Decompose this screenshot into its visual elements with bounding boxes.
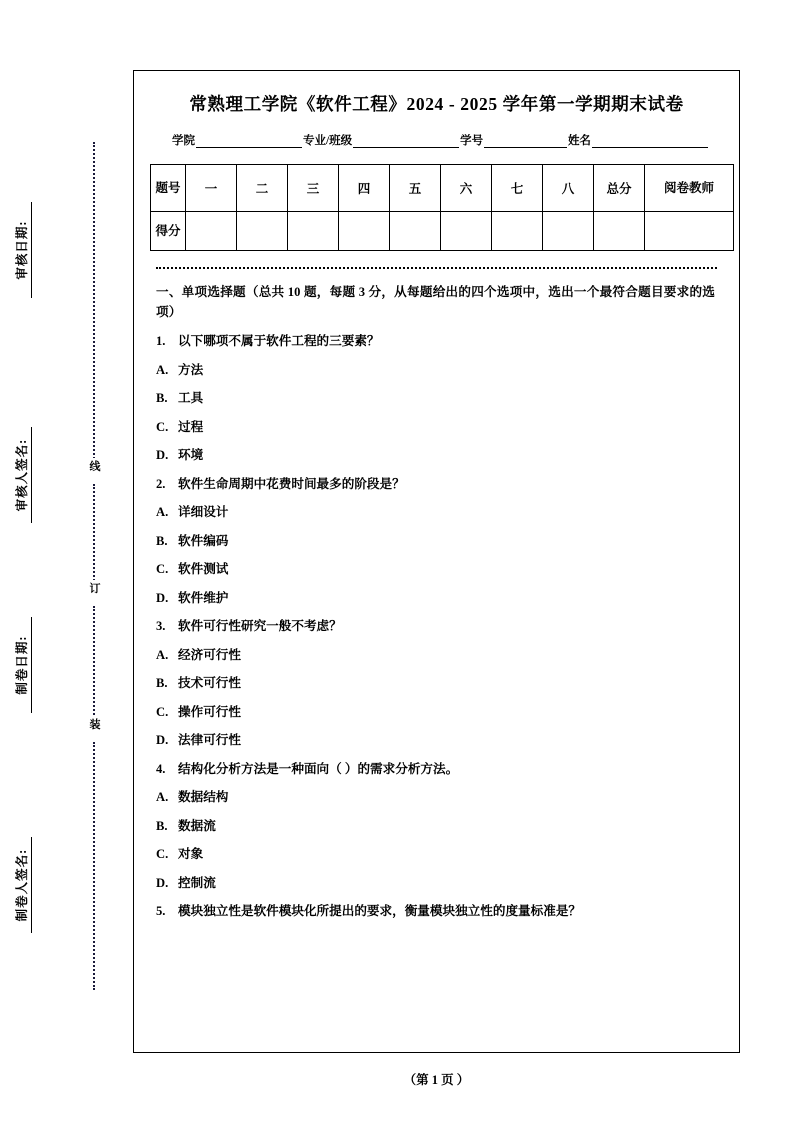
score-cell-6[interactable] [441, 212, 492, 251]
question-3-option-a-letter: A. [156, 647, 169, 662]
student-id-input[interactable] [484, 134, 567, 148]
question-4-stem: 结构化分析方法是一种面向（ ）的需求分析方法。 [178, 761, 459, 776]
table-row-scores [151, 212, 734, 251]
question-3 [156, 617, 715, 637]
student-info-line [150, 132, 723, 148]
score-table-col-2: 二 [237, 165, 288, 212]
score-table-col-6: 六 [441, 165, 492, 212]
score-table-row-header-score: 得分 [151, 212, 186, 251]
score-table-col-8: 八 [543, 165, 594, 212]
question-4-option-c-text: 对象 [178, 847, 204, 862]
score-table-col-5: 五 [390, 165, 441, 212]
question-1-stem: 以下哪项不属于软件工程的三要素？ [178, 334, 380, 349]
question-3-number: 3. [156, 619, 166, 634]
binding-mark-bind: 订 [86, 580, 104, 596]
score-table-total-label: 总分 [594, 165, 645, 212]
vertical-label-reviewer-signature-text: 审核人签名: [12, 427, 32, 523]
question-2-number: 2. [156, 476, 166, 491]
question-2-option-c-letter: C. [156, 562, 169, 577]
question-5-stem: 模块独立性是软件模块化所提出的要求，衡量模块独立性的度量标准是？ [178, 904, 581, 919]
score-cell-7[interactable] [492, 212, 543, 251]
question-1-option-d-letter: D. [156, 448, 169, 463]
question-4-option-b-text: 数据流 [178, 818, 216, 833]
question-2-option-d-text: 软件维护 [178, 590, 229, 605]
question-3-option-b-letter: B. [156, 676, 168, 691]
question-4-option-b[interactable] [156, 817, 715, 837]
score-table-col-1: 一 [186, 165, 237, 212]
question-3-stem: 软件可行性研究一般不考虑？ [178, 619, 342, 634]
student-name-input[interactable] [592, 134, 708, 148]
question-1 [156, 332, 715, 352]
vertical-label-review-date-text: 审核日期: [12, 202, 32, 298]
vertical-label-paper-date-text: 制卷日期: [12, 617, 32, 713]
binding-dotted-line-bottom [93, 742, 95, 990]
question-4-option-d-letter: D. [156, 875, 169, 890]
page-footer: （第 1 页 ） [403, 1073, 470, 1087]
table-row-question-numbers [151, 165, 734, 212]
score-cell-5[interactable] [390, 212, 441, 251]
question-3-option-d[interactable] [156, 731, 715, 751]
question-5 [156, 902, 715, 922]
score-table-col-3: 三 [288, 165, 339, 212]
question-3-option-c-letter: C. [156, 704, 169, 719]
question-1-option-d-text: 环境 [178, 448, 204, 463]
question-4-number: 4. [156, 761, 166, 776]
question-4-option-a[interactable] [156, 788, 715, 808]
question-4-option-d[interactable] [156, 874, 715, 894]
college-input[interactable] [196, 134, 302, 148]
binding-dotted-line-low [93, 606, 95, 719]
question-4-option-c-letter: C. [156, 847, 169, 862]
question-3-option-b[interactable] [156, 674, 715, 694]
question-1-option-c[interactable] [156, 418, 715, 438]
binding-dotted-line-top [93, 142, 95, 462]
college-label: 学院 [172, 135, 195, 147]
question-1-option-d[interactable] [156, 446, 715, 466]
question-4-option-b-letter: B. [156, 818, 168, 833]
student-id-label: 学号 [460, 135, 484, 147]
score-table-teacher-label: 阅卷教师 [645, 165, 734, 212]
question-1-option-b-text: 工具 [178, 391, 204, 406]
question-2-option-d[interactable] [156, 589, 715, 609]
question-3-option-d-text: 法律可行性 [178, 733, 241, 748]
question-3-option-a[interactable] [156, 646, 715, 666]
question-4-option-a-text: 数据结构 [178, 790, 229, 805]
question-3-option-d-letter: D. [156, 733, 169, 748]
question-1-option-a-letter: A. [156, 362, 169, 377]
binding-mark-line: 线 [86, 458, 104, 474]
question-4 [156, 760, 715, 780]
question-4-option-d-text: 控制流 [178, 875, 216, 890]
question-2-option-c[interactable] [156, 560, 715, 580]
question-2-option-d-letter: D. [156, 590, 169, 605]
score-table-col-4: 四 [339, 165, 390, 212]
question-1-option-b-letter: B. [156, 391, 168, 406]
question-2-option-c-text: 软件测试 [178, 562, 229, 577]
question-4-option-a-letter: A. [156, 790, 169, 805]
question-1-option-b[interactable] [156, 389, 715, 409]
score-cell-4[interactable] [339, 212, 390, 251]
vertical-label-paper-author-signature-text: 制卷人签名: [12, 837, 32, 933]
question-3-option-a-text: 经济可行性 [178, 647, 241, 662]
score-cell-8[interactable] [543, 212, 594, 251]
question-2-stem: 软件生命周期中花费时间最多的阶段是？ [178, 476, 405, 491]
major-class-input[interactable] [353, 134, 459, 148]
score-table [150, 164, 734, 251]
question-3-option-b-text: 技术可行性 [178, 676, 241, 691]
question-2-option-a[interactable] [156, 503, 715, 523]
question-2-option-a-text: 详细设计 [178, 505, 229, 520]
binding-mark-seal: 装 [86, 716, 104, 732]
major-class-label: 专业/班级 [302, 135, 353, 147]
score-cell-3[interactable] [288, 212, 339, 251]
question-1-number: 1. [156, 334, 166, 349]
score-cell-2[interactable] [237, 212, 288, 251]
question-2-option-b[interactable] [156, 532, 715, 552]
question-4-option-c[interactable] [156, 845, 715, 865]
section-heading: 一、单项选择题（总共 10 题，每题 3 分，从每题给出的四个选项中，选出一个最符合题目要求的选项） [156, 285, 715, 319]
score-cell-teacher[interactable] [645, 212, 734, 251]
question-1-option-a[interactable] [156, 361, 715, 381]
exam-paper-frame [133, 70, 740, 1053]
student-name-label: 姓名 [567, 135, 591, 147]
question-1-option-c-text: 过程 [178, 419, 204, 434]
question-5-number: 5. [156, 904, 166, 919]
question-2-option-b-text: 软件编码 [178, 533, 229, 548]
questions-area [150, 269, 723, 922]
question-2-option-b-letter: B. [156, 533, 168, 548]
question-3-option-c[interactable] [156, 703, 715, 723]
score-cell-1[interactable] [186, 212, 237, 251]
page-title: 常熟理工学院《软件工程》2024 - 2025 学年第一学期期末试卷 [189, 94, 684, 114]
left-binding-margin [0, 0, 130, 1122]
question-1-option-a-text: 方法 [178, 362, 204, 377]
score-cell-total[interactable] [594, 212, 645, 251]
score-table-col-7: 七 [492, 165, 543, 212]
binding-dotted-line-mid [93, 484, 95, 584]
question-2 [156, 475, 715, 495]
question-2-option-a-letter: A. [156, 505, 169, 520]
vertical-label-paper-author-signature [12, 735, 32, 1035]
score-table-row-header-question: 题号 [151, 165, 186, 212]
question-3-option-c-text: 操作可行性 [178, 704, 241, 719]
question-1-option-c-letter: C. [156, 419, 169, 434]
